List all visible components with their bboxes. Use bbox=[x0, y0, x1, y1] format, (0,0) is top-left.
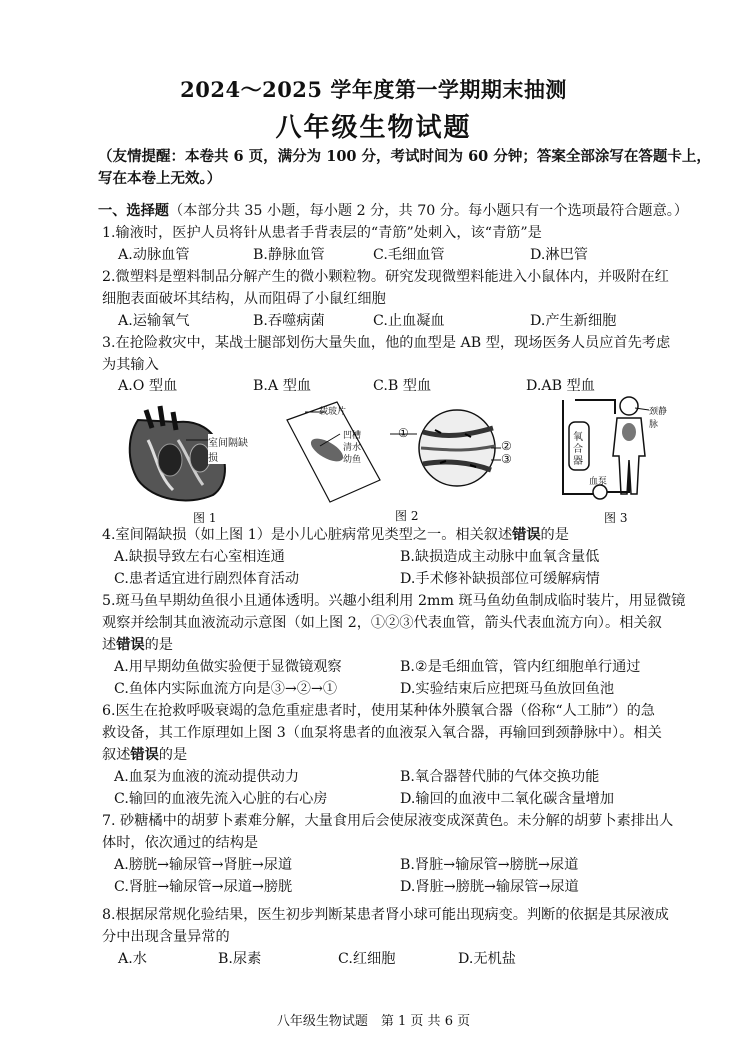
q1-stem: 1.输液时，医护人员将针从患者手背表层的“青筋”处刺入，该“青筋”是 bbox=[102, 225, 542, 241]
exam-subject-title: 八年级生物试题 bbox=[275, 113, 472, 143]
figure-2-caption: 图 2 bbox=[395, 509, 419, 523]
q6-option-c: C.输回的血液先流入心脏的右心房 bbox=[114, 791, 328, 807]
oxygenator-label-3: 器 bbox=[573, 456, 583, 467]
q5-stem-2: 观察并绘制其血液流动示意图（如上图 2，①②③代表血管，箭头代表血流方向）。相关叙 bbox=[102, 615, 662, 631]
page-footer: 八年级生物试题 第 1 页 共 6 页 bbox=[276, 1014, 471, 1029]
q1-option-b: B.静脉血管 bbox=[253, 247, 325, 263]
water-label: 清水 bbox=[343, 443, 362, 453]
q5-option-b: B.②是毛细血管，管内红细胞单行通过 bbox=[400, 659, 641, 675]
q2-option-d: D.产生新细胞 bbox=[530, 313, 617, 329]
q6-option-a: A.血泵为血液的流动提供动力 bbox=[114, 769, 300, 785]
figure-1-label: 室间隔缺损 bbox=[208, 434, 248, 464]
blood-pump-label: 血泵 bbox=[589, 477, 608, 487]
q4-option-d: D.手术修补缺损部位可缓解病情 bbox=[400, 571, 600, 587]
q5-stem-3: 述错误的是 bbox=[102, 637, 173, 653]
vessel-2-label: ② bbox=[501, 439, 512, 453]
figure-3-caption: 图 3 bbox=[604, 511, 628, 525]
q3-option-c: C.B 型血 bbox=[373, 378, 432, 394]
notice-line-2: 写在本卷上无效。） bbox=[98, 170, 222, 187]
q5-option-c: C.鱼体内实际血流方向是③→②→① bbox=[114, 681, 338, 697]
q5-option-d: D.实验结束后应把斑马鱼放回鱼池 bbox=[400, 681, 615, 697]
q7-stem-1: 7. 砂糖橘中的胡萝卜素难分解，大量食用后会使尿液变成深黄色。未分解的胡萝卜素排出人 bbox=[102, 813, 674, 829]
slide-illustration bbox=[265, 400, 515, 505]
oxygenator-label-1: 氧 bbox=[573, 432, 583, 443]
q7-option-d: D.肾脏→膀胱→输尿管→尿道 bbox=[400, 879, 579, 895]
figure-1-caption: 图 1 bbox=[193, 511, 217, 525]
notice-line-1: （友情提醒：本卷共 6 页，满分为 100 分，考试时间为 60 分钟；答案全部涂写在答题卡上， bbox=[98, 148, 711, 165]
q8-option-b: B.尿素 bbox=[218, 951, 262, 967]
q2-option-b: B.吞噬病菌 bbox=[253, 313, 325, 329]
q8-option-a: A.水 bbox=[118, 951, 147, 967]
jugular-vein-label: 颈静脉 bbox=[649, 407, 668, 430]
q4-option-c: C.患者适宜进行剧烈体育活动 bbox=[114, 571, 300, 587]
figure-1-heart bbox=[118, 400, 248, 508]
q4-option-a: A.缺损导致左右心室相连通 bbox=[114, 549, 285, 565]
q8-option-d: D.无机盐 bbox=[458, 951, 516, 967]
q8-option-c: C.红细胞 bbox=[338, 951, 396, 967]
q7-option-c: C.肾脏→输尿管→尿道→膀胱 bbox=[114, 879, 293, 895]
groove-label: 凹槽 bbox=[343, 431, 362, 441]
q2-stem-2: 细胞表面破坏其结构，从而阻碍了小鼠红细胞 bbox=[102, 291, 386, 307]
q5-option-a: A.用早期幼鱼做实验便于显微镜观察 bbox=[114, 659, 342, 675]
juvenile-fish-label: 幼鱼 bbox=[343, 455, 362, 465]
q2-stem-1: 2.微塑料是塑料制品分解产生的微小颗粒物。研究发现微塑料能进入小鼠体内，并吸附在红 bbox=[102, 269, 669, 285]
q3-stem-2: 为其输入 bbox=[102, 357, 159, 373]
q6-option-d: D.输回的血液中二氧化碳含量增加 bbox=[400, 791, 615, 807]
q3-option-b: B.A 型血 bbox=[253, 378, 312, 394]
q2-option-c: C.止血凝血 bbox=[373, 313, 445, 329]
q7-option-a: A.膀胱→输尿管→肾脏→尿道 bbox=[114, 857, 293, 873]
q2-option-a: A.运输氧气 bbox=[118, 313, 190, 329]
figure-3-ecmo bbox=[545, 394, 675, 509]
q1-option-c: C.毛细血管 bbox=[373, 247, 445, 263]
q3-option-a: A.O 型血 bbox=[118, 378, 178, 394]
slide-label: 载玻片 bbox=[319, 407, 347, 417]
q6-option-b: B.氧合器替代肺的气体交换功能 bbox=[400, 769, 600, 785]
q3-option-d: D.AB 型血 bbox=[526, 378, 595, 394]
q4-stem: 4.室间隔缺损（如上图 1）是小儿心脏病常见类型之一。相关叙述错误的是 bbox=[102, 527, 569, 543]
q3-stem-1: 3.在抢险救灾中，某战士腿部划伤大量失血，他的血型是 AB 型，现场医务人员应首先考虑 bbox=[102, 335, 671, 351]
figure-2-slide bbox=[265, 400, 515, 505]
q7-option-b: B.肾脏→输尿管→膀胱→尿道 bbox=[400, 857, 579, 873]
q4-option-b: B.缺损造成主动脉中血氧含量低 bbox=[400, 549, 600, 565]
q5-stem-1: 5.斑马鱼早期幼鱼很小且通体透明。兴趣小组利用 2mm 斑马鱼幼鱼制成临时装片，用显微镜 bbox=[102, 593, 686, 609]
q7-stem-2: 体时，依次通过的结构是 bbox=[102, 835, 259, 851]
q6-stem-3: 叙述错误的是 bbox=[102, 747, 188, 763]
q6-stem-2: 救设备，其工作原理如上图 3（血泵将患者的血液泵入氧合器，再输回到颈静脉中）。相关 bbox=[102, 725, 662, 741]
q8-stem-1: 8.根据尿常规化验结果，医生初步判断某患者肾小球可能出现病变。判断的依据是其尿液成 bbox=[102, 907, 669, 923]
q1-option-a: A.动脉血管 bbox=[118, 247, 190, 263]
q1-option-d: D.淋巴管 bbox=[530, 247, 588, 263]
vessel-1-label: ① bbox=[398, 426, 409, 440]
vessel-3-label: ③ bbox=[501, 452, 512, 466]
oxygenator-label-2: 合 bbox=[573, 444, 583, 455]
section-heading: 一、选择题（本部分共 35 小题，每小题 2 分，共 70 分。每小题只有一个选项最符合题意。） bbox=[98, 203, 689, 219]
q6-stem-1: 6.医生在抢救呼吸衰竭的急危重症患者时，使用某种体外膜氧合器（俗称“人工肺”）的急 bbox=[102, 703, 655, 719]
q8-stem-2: 分中出现含量异常的 bbox=[102, 929, 230, 945]
exam-title: 2024～2025 学年度第一学期期末抽测 bbox=[180, 77, 567, 102]
